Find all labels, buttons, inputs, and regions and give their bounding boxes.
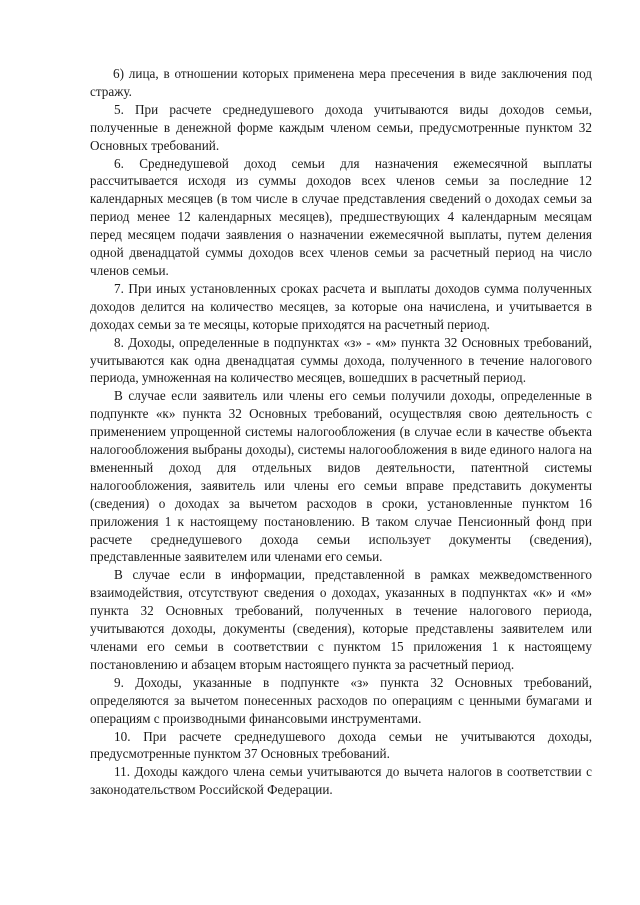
document-body [90, 65, 592, 799]
paragraph-item-11: 11. Доходы каждого члена семьи учитываются до вычета налогов в соответствии с законодательством Российской Федерации. [90, 764, 592, 798]
paragraph-item-10: 10. При расчете среднедушевого дохода семьи не учитываются доходы, предусмотренные пунктом 37 Основных требований. [90, 728, 592, 762]
paragraph-item-8-part-2: В случае если заявитель или члены его семьи получили доходы, определенные в подпункте «к» пункта 32 Основных требований, осуществляя свою деятельность с применением упрощенной системы налогообложения (в случае если в качестве объекта налогообложения выбраны доходы), системы налогообложения в виде единого налога на вмененный доход для отдельных видов деятельности, патентной системы налогообложения, заявитель или члены его семьи вправе представить документы (сведения) о доходах за вычетом расходов в сроки, установленные пунктом 16 приложения 1 к настоящему постановлению. В таком случае Пенсионный фонд при расчете среднедушевого дохода семьи использует документы (сведения), представленные заявителем или членами его семьи. [90, 388, 592, 565]
paragraph-item-8-part-3: В случае если в информации, представленной в рамках межведомственного взаимодействия, отсутствуют сведения о доходах, указанных в подпунктах «к» и «м» пункта 32 Основных требований, полученных в течение налогового периода, учитываются доходы, документы (сведения), которые представлены заявителем или членами его семьи в соответствии с пунктом 15 приложения 1 к настоящему постановлению и абзацем вторым настоящего пункта за расчетный период. [90, 567, 592, 672]
paragraph-subitem-6: 6) лица, в отношении которых применена мера пресечения в виде заключения под стражу. [90, 66, 592, 99]
paragraph-item-7: 7. При иных установленных сроках расчета и выплаты доходов сумма полученных доходов делится на количество месяцев, за которые она начислена, и учитывается в доходах семьи за те месяцы, которые приходятся на расчетный период. [90, 280, 592, 332]
paragraph-item-6: 6. Среднедушевой доход семьи для назначения ежемесячной выплаты рассчитывается исходя из суммы доходов всех членов семьи за последние 12 календарных месяцев (в том числе в случае представления сведений о доходах семьи за период менее 12 календарных месяцев), предшествующих 4 календарным месяцам перед месяцем подачи заявления о назначении ежемесячной выплаты, путем деления одной двенадцатой суммы доходов всех членов семьи за расчетный период на число членов семьи. [90, 155, 592, 278]
paragraph-item-5: 5. При расчете среднедушевого дохода учитываются виды доходов семьи, полученные в денежной форме каждым членом семьи, предусмотренные пунктом 32 Основных требований. [90, 101, 592, 153]
paragraph-item-8: 8. Доходы, определенные в подпунктах «з» - «м» пункта 32 Основных требований, учитываются как одна двенадцатая суммы дохода, полученного в течение налогового периода, умноженная на количество месяцев, вошедших в расчетный период. [90, 334, 592, 386]
paragraph-item-9: 9. Доходы, указанные в подпункте «з» пункта 32 Основных требований, определяются за вычетом понесенных расходов по операциям с ценными бумагами и операциям с производными финансовыми инструментами. [90, 674, 592, 726]
